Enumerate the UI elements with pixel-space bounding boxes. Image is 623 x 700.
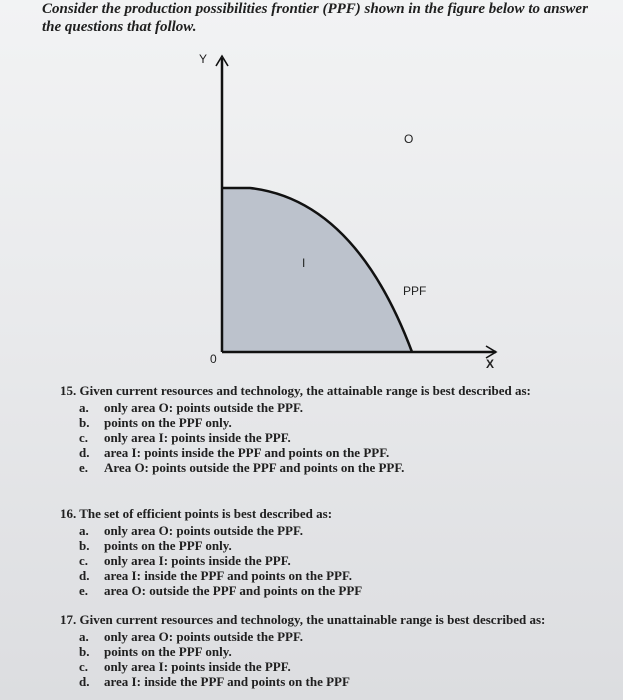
option-b: b. points on the PPF only. — [79, 415, 232, 430]
question-number: 17. — [60, 612, 77, 627]
option-b: b. points on the PPF only. — [79, 644, 232, 659]
y-axis-label: Y — [199, 52, 208, 66]
question-text: Given current resources and technology, the unattainable range is best described as: — [79, 612, 546, 627]
origin-label: 0 — [210, 352, 217, 366]
region-outside-label: O — [404, 132, 414, 146]
option-a: a. only area O: points outside the PPF. — [79, 400, 303, 415]
options-list — [79, 629, 545, 689]
option-c: c. only area I: points inside the PPF. — [79, 659, 291, 674]
question-stem — [60, 383, 531, 398]
x-axis-label: X — [486, 357, 495, 371]
option-d: d. area I: points inside the PPF and points on the PPF. — [79, 445, 390, 460]
question-17 — [60, 612, 545, 689]
option-c: c. only area I: points inside the PPF. — [79, 430, 291, 445]
ppf-curve-label: PPF — [403, 284, 427, 298]
question-number: 15. — [60, 383, 77, 398]
intro-text: Consider the production possibilities frontier (PPF) shown in the figure below to answer the questions that follow. — [42, 1, 588, 35]
question-text: The set of efficient points is best described as: — [79, 506, 333, 521]
option-b: b. points on the PPF only. — [79, 538, 232, 553]
option-c: c. only area I: points inside the PPF. — [79, 553, 291, 568]
question-text: Given current resources and technology, the attainable range is best described as: — [79, 383, 531, 398]
question-16 — [60, 506, 362, 598]
option-a: a. only area O: points outside the PPF. — [79, 523, 303, 538]
region-inside-label: I — [302, 256, 306, 270]
question-stem — [60, 506, 362, 521]
question-number: 16. — [60, 506, 77, 521]
options-list — [79, 400, 531, 475]
question-stem — [60, 612, 545, 627]
option-d: d. area I: inside the PPF and points on the PPF — [79, 674, 350, 689]
question-15 — [60, 383, 531, 475]
option-e: e. Area O: points outside the PPF and points on the PPF. — [79, 460, 405, 475]
option-e: e. area O: outside the PPF and points on the PPF — [79, 583, 363, 598]
option-d: d. area I: inside the PPF and points on the PPF. — [79, 568, 352, 583]
options-list — [79, 523, 362, 598]
option-a: a. only area O: points outside the PPF. — [79, 629, 303, 644]
